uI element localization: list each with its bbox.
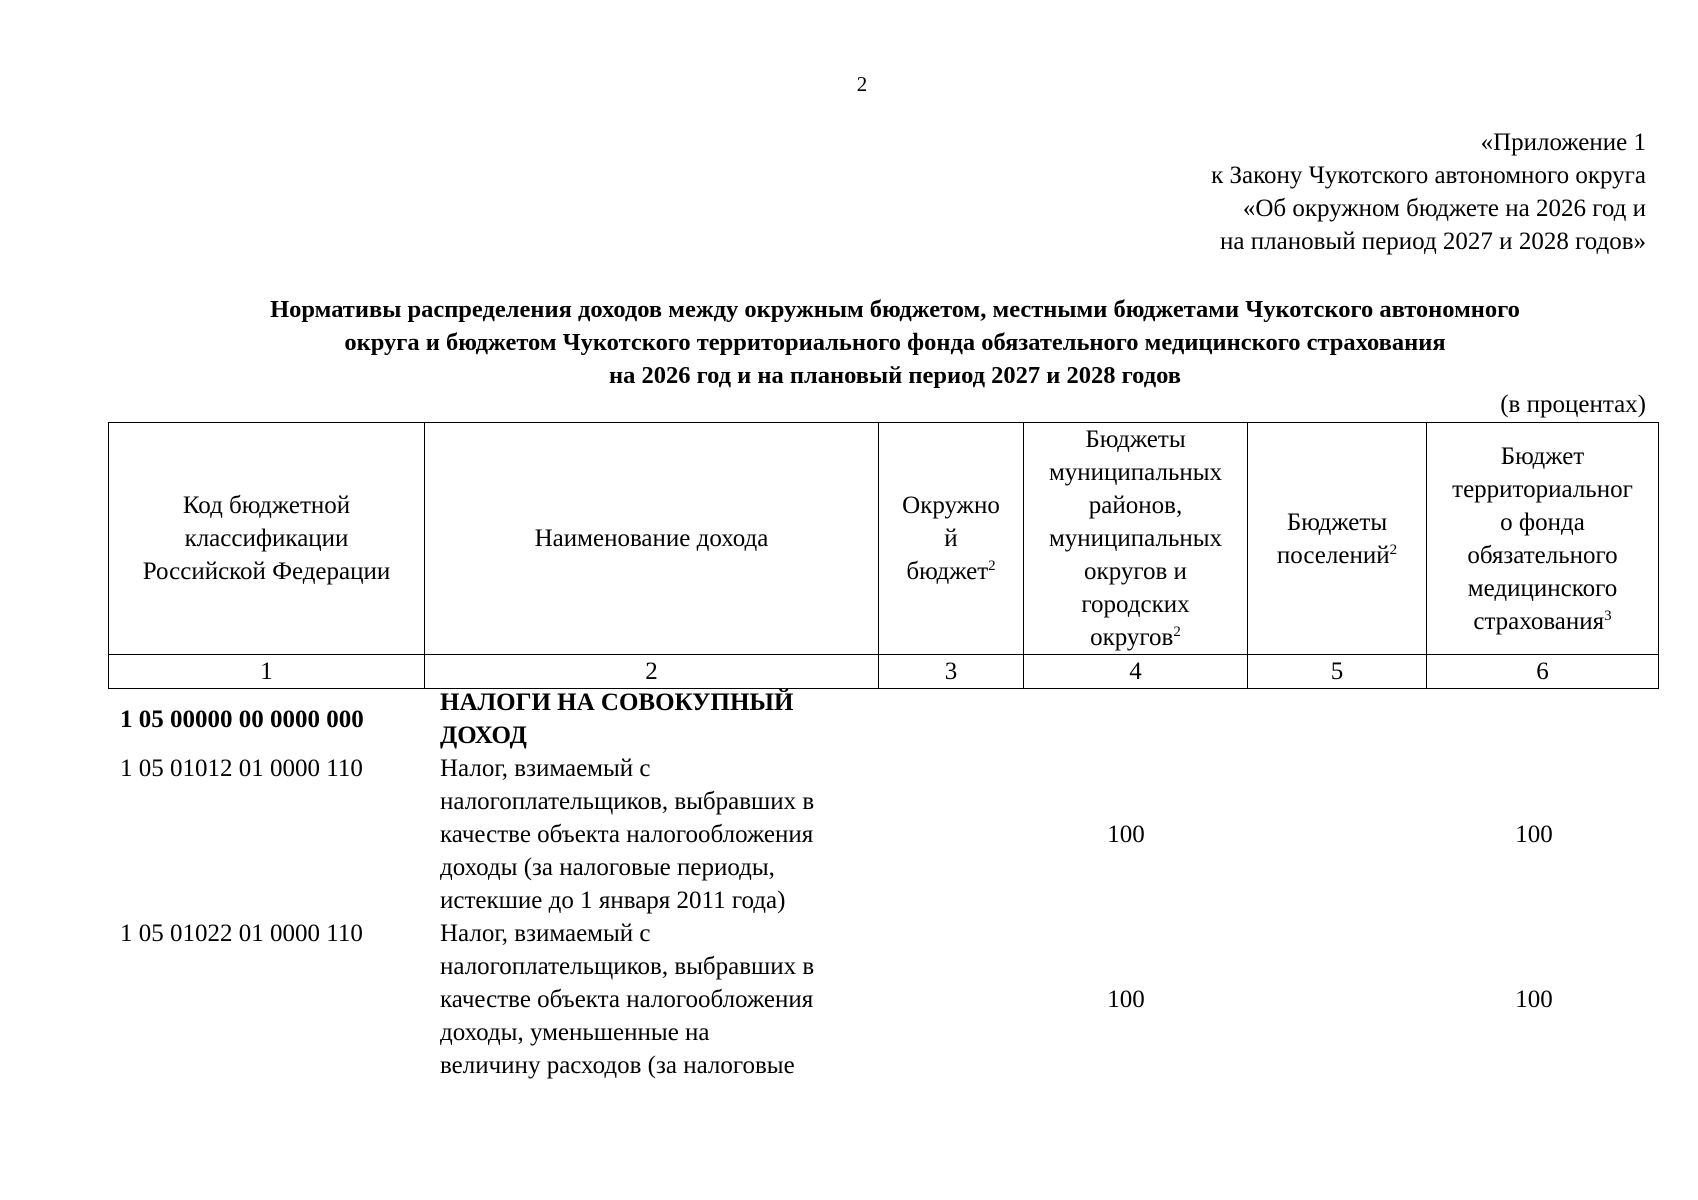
annex-line: к Закону Чукотского автономного округа bbox=[1211, 162, 1646, 189]
footnote-mark: 2 bbox=[1173, 624, 1181, 640]
footnote-mark: 2 bbox=[1389, 541, 1398, 558]
row-value-municipal: 100 bbox=[1107, 985, 1145, 1013]
annex-line: «Приложение 1 bbox=[1480, 129, 1646, 156]
row-value-settlement bbox=[1237, 686, 1414, 752]
row-name: НАЛОГИ НА СОВОКУПНЫЙ ДОХОД bbox=[440, 689, 794, 749]
header-district-budget: Окружно й бюджет$^2$ bbox=[879, 423, 1024, 655]
column-number: 4 bbox=[1024, 655, 1248, 689]
row-name: Налог, взимаемый с налогоплательщиков, выбравших в качестве объекта налогообложения доходы (за налоговые периоды, истекшие до 1 января 2011 года) bbox=[440, 755, 815, 914]
table-header-row bbox=[109, 423, 1659, 655]
row-code: 1 05 01022 01 0000 110 bbox=[120, 920, 363, 947]
row-value-insurance-fund: 100 bbox=[1515, 820, 1553, 848]
column-number: 3 bbox=[879, 655, 1024, 689]
unit-note: (в процентах) bbox=[1500, 391, 1646, 418]
row-name: Налог, взимаемый с налогоплательщиков, выбравших в качестве объекта налогообложения доходы, уменьшенные на величину расходов (за налоговые bbox=[440, 920, 815, 1079]
title-line: округа и бюджетом Чукотского территориального фонда обязательного медицинского страхования bbox=[344, 329, 1446, 356]
row-value-settlement bbox=[1237, 752, 1414, 917]
page-number: 2 bbox=[856, 72, 868, 96]
row-value-district bbox=[870, 686, 1015, 752]
column-number: 2 bbox=[425, 655, 879, 689]
row-value-municipal: 100 bbox=[1107, 820, 1145, 848]
row-value-district bbox=[870, 752, 1015, 917]
row-code: 1 05 00000 00 0000 000 bbox=[120, 706, 364, 733]
header-insurance-fund-budget: Бюджет территориальног о фонда обязательного медицинского страхования$^3$ bbox=[1427, 423, 1659, 655]
annex-reference bbox=[1211, 126, 1646, 258]
header-budget-code: Код бюджетной классификации Российской Федерации bbox=[109, 423, 425, 655]
header-income-name: Наименование дохода bbox=[425, 423, 879, 655]
column-number-row bbox=[109, 655, 1659, 689]
header-municipal-budgets: Бюджеты муниципальных районов, муниципальных округов и городских округов$^2$ bbox=[1024, 423, 1248, 655]
row-value-insurance-fund: 100 bbox=[1515, 985, 1553, 1013]
document-title bbox=[100, 293, 1690, 392]
row-value-insurance-fund bbox=[1414, 686, 1654, 752]
row-value-district bbox=[870, 917, 1015, 1082]
column-number: 1 bbox=[109, 655, 425, 689]
column-number: 5 bbox=[1248, 655, 1427, 689]
column-number: 6 bbox=[1427, 655, 1659, 689]
title-line: Нормативы распределения доходов между окружным бюджетом, местными бюджетами Чукотского автономного bbox=[270, 296, 1520, 323]
annex-line: «Об окружном бюджете на 2026 год и bbox=[1242, 195, 1646, 222]
header-settlement-budgets: Бюджеты поселений$^2$ bbox=[1248, 423, 1427, 655]
table-body bbox=[108, 686, 1658, 1082]
title-line: на 2026 год и на плановый период 2027 и 2028 годов bbox=[608, 362, 1181, 389]
row-code: 1 05 01012 01 0000 110 bbox=[120, 755, 363, 782]
table-row bbox=[108, 752, 1658, 917]
row-value-settlement bbox=[1237, 917, 1414, 1082]
footnote-mark: 2 bbox=[988, 558, 996, 574]
row-value-municipal bbox=[1015, 686, 1237, 752]
distribution-table bbox=[108, 422, 1659, 689]
table-row bbox=[108, 686, 1658, 752]
table-row bbox=[108, 917, 1658, 1082]
footnote-mark: 3 bbox=[1604, 607, 1612, 624]
annex-line: на плановый период 2027 и 2028 годов» bbox=[1220, 228, 1646, 255]
